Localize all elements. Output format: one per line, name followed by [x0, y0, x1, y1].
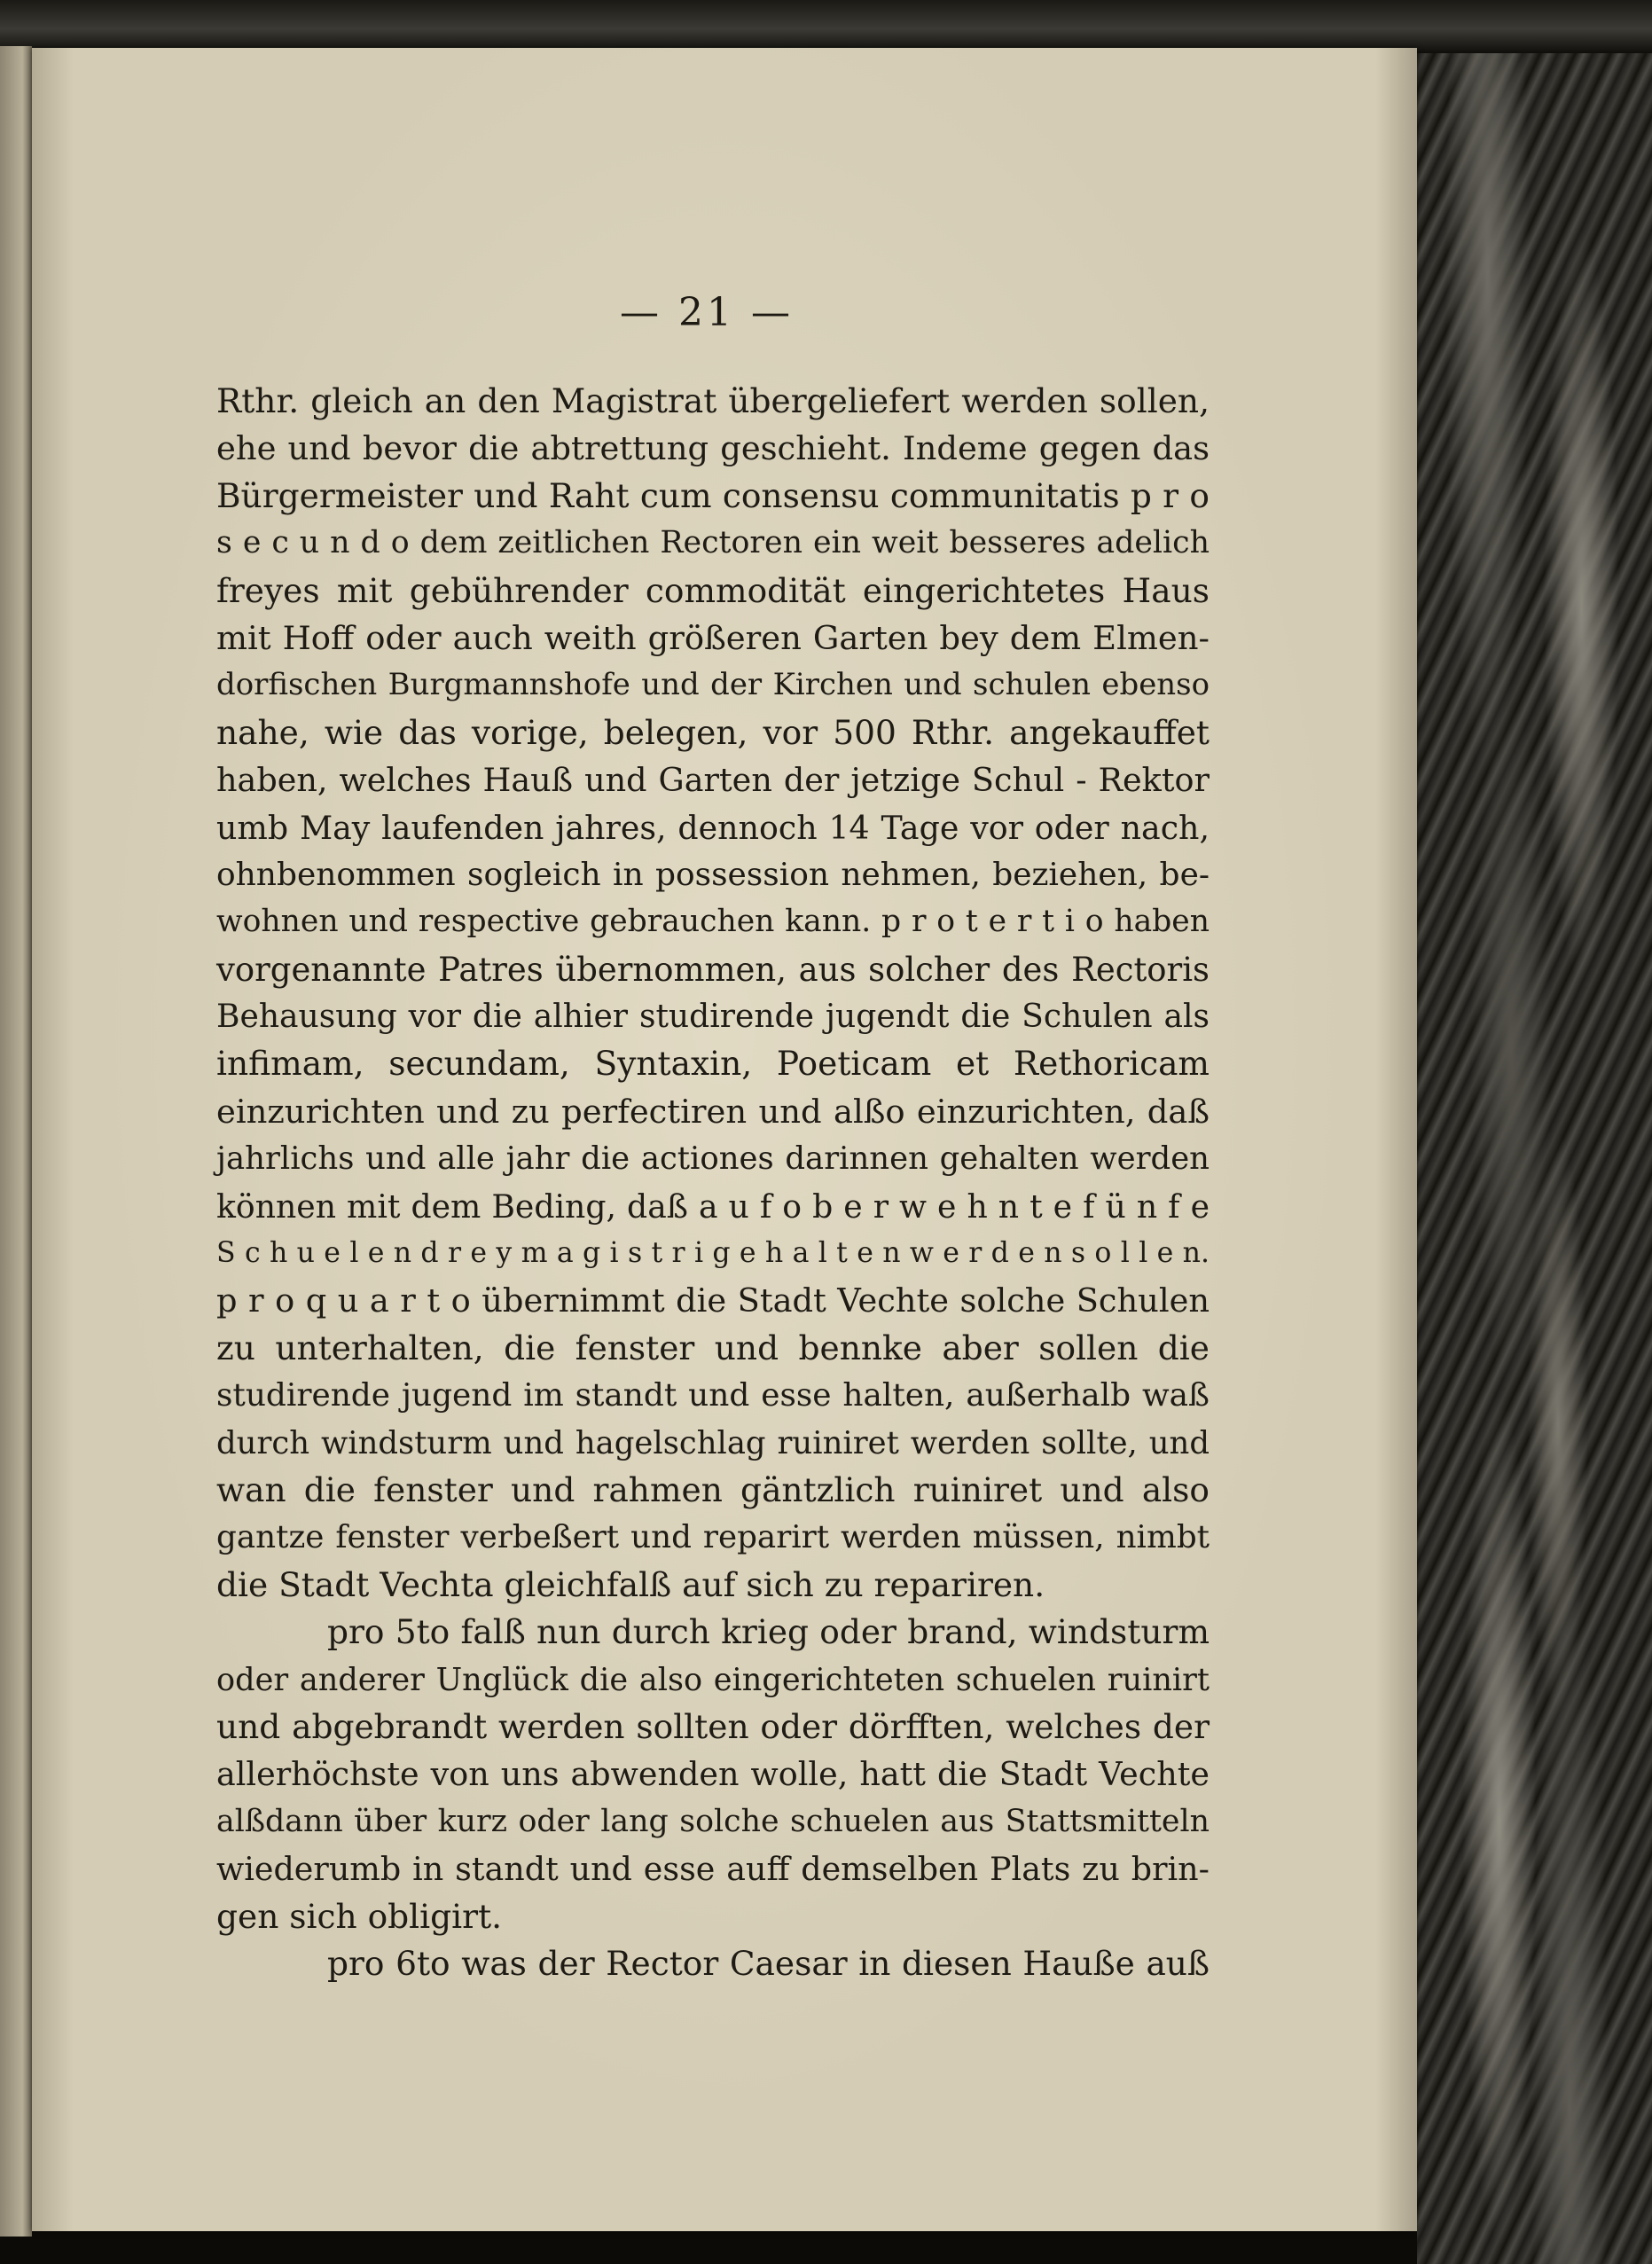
text-line: wohnen und respective gebrauchen kann. p r o t e r t i o haben: [216, 904, 1210, 940]
text-line: können mit dem Beding, daß a u f o b e r w e h n t e f ü n f e: [216, 1187, 1210, 1226]
text-line: haben, welches Hauß und Garten der jetzige Schul - Rektor: [216, 761, 1210, 800]
text-line: studirende jugend im standt und esse halten, außerhalb waß: [216, 1377, 1210, 1414]
text-line: allerhöchste von uns abwenden wolle, hatt die Stadt Vechte: [216, 1755, 1210, 1794]
text-line: Rthr. gleich an den Magistrat übergeliefert werden sollen,: [216, 381, 1210, 420]
text-line: gen sich obligirt.: [216, 1896, 503, 1936]
facing-page-edge: [0, 46, 32, 2237]
text-line: durch windsturm und hagelschlag ruiniret werden sollte, und: [216, 1424, 1210, 1461]
text-line: wan die fenster und rahmen gäntzlich ruiniret und also: [216, 1469, 1210, 1509]
text-line: mit Hoff oder auch weith größeren Garten bey dem Elmen-: [216, 618, 1210, 657]
text-line: umb May laufenden jahres, dennoch 14 Tage vor oder nach,: [216, 808, 1210, 847]
text-line: S c h u e l e n d r e y m a g i s t r i g e h a l t e n w e r d e n s o l l e n.: [216, 1237, 1210, 1270]
scan-top-edge: [0, 0, 1652, 53]
text-line: alßdann über kurz oder lang solche schuelen aus Stattsmitteln: [216, 1803, 1210, 1839]
text-line: freyes mit gebührender commodität eingerichtetes Haus: [216, 570, 1210, 610]
text-line: oder anderer Unglück die also eingerichteten schuelen ruinirt: [216, 1661, 1210, 1698]
text-line: ohnbenommen sogleich in possession nehmen, beziehen, be-: [216, 856, 1210, 893]
text-line: zu unterhalten, die fenster und bennke aber sollen die: [216, 1328, 1210, 1367]
text-line: einzurichten und zu perfectiren und alßo einzurichten, daß: [216, 1092, 1210, 1131]
text-line: wiederumb in standt und esse auff demselben Plats zu brin-: [216, 1850, 1210, 1889]
text-line: und abgebrandt werden sollten oder dörfften, welches der: [216, 1706, 1210, 1746]
page-sheet: [32, 48, 1417, 2231]
text-line: infimam, secundam, Syntaxin, Poeticam et Rethoricam: [216, 1044, 1210, 1084]
text-line: p r o q u a r t o übernimmt die Stadt Vechte solche Schulen: [216, 1281, 1210, 1320]
text-line: vorgenannte Patres übernommen, aus solcher des Rectoris: [216, 950, 1210, 989]
text-line: Bürgermeister und Raht cum consensu communitatis p r o: [216, 475, 1210, 515]
text-line: Behausung vor die alhier studirende jugendt die Schulen als: [216, 998, 1210, 1036]
text-line: s e c u n d o dem zeitlichen Rectoren ein weit besseres adelich: [216, 525, 1210, 561]
body-text: [216, 378, 1210, 1987]
text-line: nahe, wie das vorige, belegen, vor 500 Rthr. angekauffet: [216, 712, 1210, 752]
text-line: ehe und bevor die abtrettung geschieht. Indeme gegen das: [216, 429, 1210, 468]
text-line: die Stadt Vechta gleichfalß auf sich zu repariren.: [216, 1564, 1045, 1604]
text-line: jahrlichs und alle jahr die actiones darinnen gehalten werden: [216, 1140, 1210, 1178]
paragraph-start-line: pro 6to was der Rector Caesar in diesen Hauße auß: [327, 1943, 1210, 1983]
paragraph-start-line: pro 5to falß nun durch krieg oder brand, windsturm: [327, 1612, 1210, 1652]
page-number: — 21 —: [620, 290, 794, 335]
marbled-book-edge: [1417, 53, 1652, 2264]
text-line: gantze fenster verbeßert und reparirt werden müssen, nimbt: [216, 1519, 1210, 1556]
text-line: dorfischen Burgmannshofe und der Kirchen und schulen ebenso: [216, 667, 1210, 703]
